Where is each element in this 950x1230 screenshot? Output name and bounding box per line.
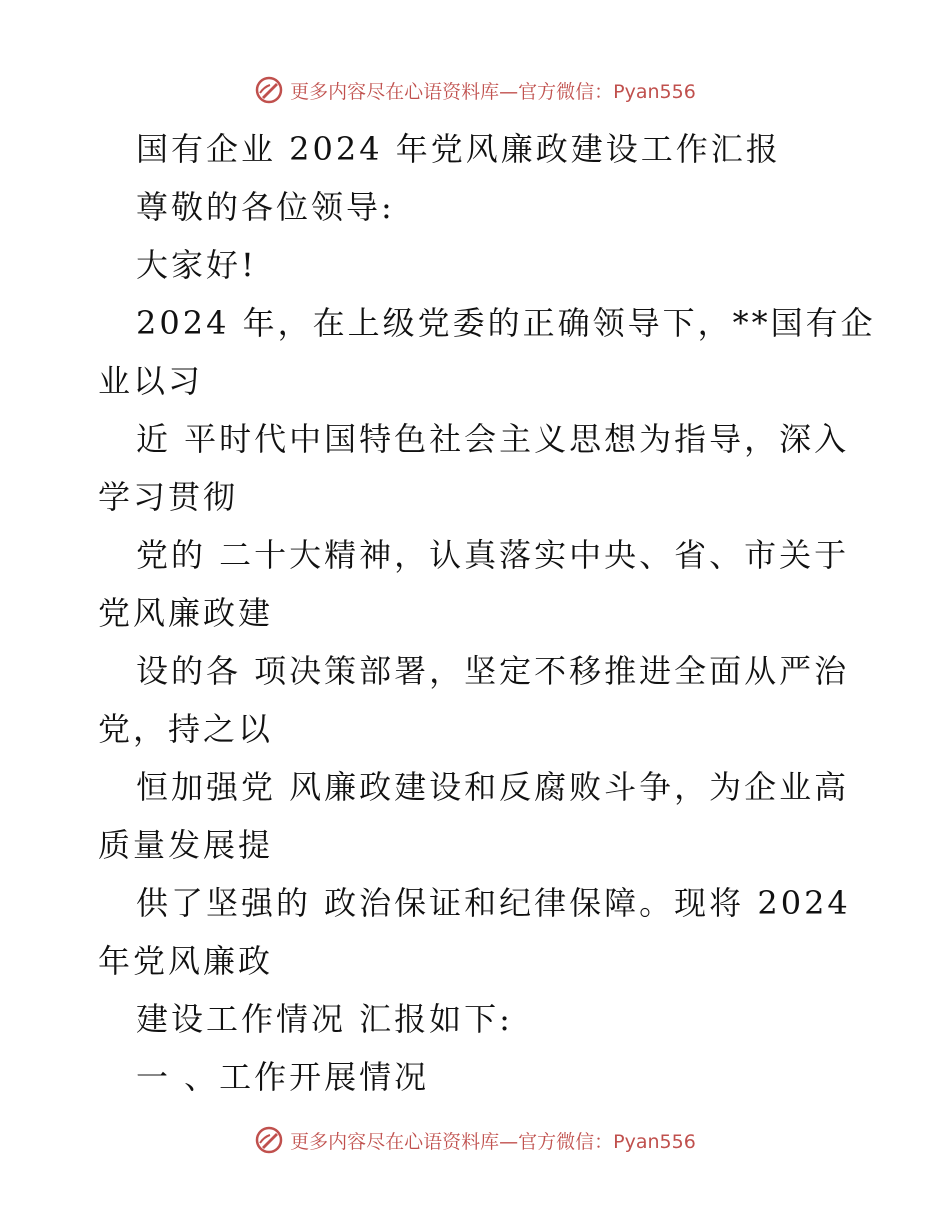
- paragraph-line: 建设工作情况 汇报如下:: [136, 1000, 513, 1038]
- paragraph-line: 年党风廉政: [98, 942, 274, 980]
- quill-seal-icon: [254, 75, 284, 105]
- paragraph-line: 尊敬的各位领导:: [136, 188, 395, 226]
- quill-seal-icon: [254, 1125, 284, 1155]
- watermark-text: 更多内容尽在心语资料库—官方微信：Pyan556: [290, 1130, 696, 1153]
- document-body: [98, 120, 876, 1106]
- document-title: 国有企业 2024 年党风廉政建设工作汇报: [136, 130, 781, 168]
- watermark-banner-top: [0, 70, 950, 110]
- paragraph-line: 2024 年，在上级党委的正确领导下，**国有企: [136, 304, 876, 342]
- paragraph-line: 供了坚强的 政治保证和纪律保障。现将 2024: [136, 884, 851, 922]
- paragraph-line: 大家好!: [136, 246, 257, 284]
- paragraph-line: 质量发展提: [98, 826, 274, 864]
- paragraph-line: 党，持之以: [98, 710, 274, 748]
- watermark-text: 更多内容尽在心语资料库—官方微信：Pyan556: [290, 80, 696, 103]
- paragraph-line: 设的各 项决策部署，坚定不移推进全面从严治: [136, 652, 850, 690]
- paragraph-line: 党风廉政建: [98, 594, 274, 632]
- paragraph-line: 党的 二十大精神，认真落实中央、省、市关于: [136, 536, 850, 574]
- paragraph-line: 恒加强党 风廉政建设和反腐败斗争，为企业高: [136, 768, 850, 806]
- paragraph-line: 学习贯彻: [98, 478, 239, 516]
- paragraph-line: 业以习: [98, 362, 204, 400]
- watermark-banner-bottom: [0, 1120, 950, 1160]
- paragraph-line: 近 平时代中国特色社会主义思想为指导，深入: [136, 420, 850, 458]
- paragraph-line: 一 、工作开展情况: [136, 1058, 430, 1096]
